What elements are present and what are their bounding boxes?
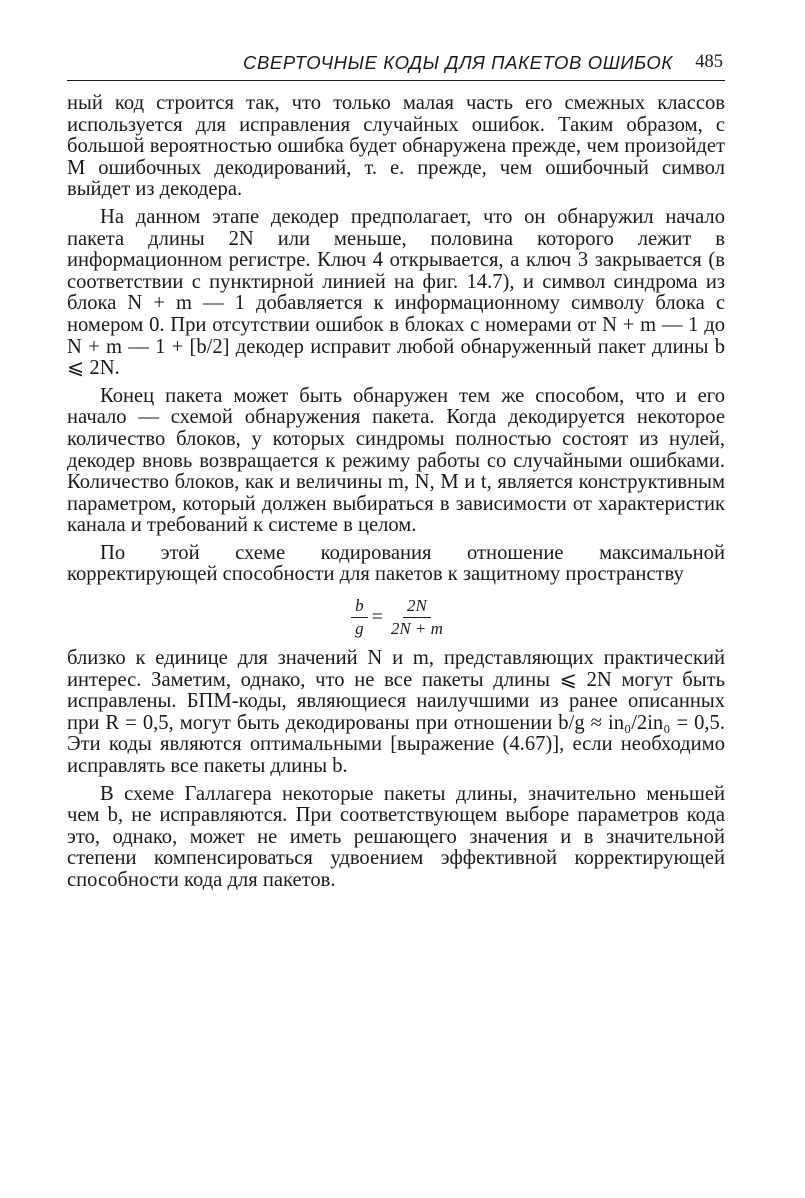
lhs-fraction xyxy=(351,595,368,640)
running-title: СВЕРТОЧНЫЕ КОДЫ ДЛЯ ПАКЕТОВ ОШИБОК xyxy=(243,52,673,73)
rhs-fraction xyxy=(387,595,447,640)
paragraph-burst-end: Конец пакета может быть обнаружен тем же способом, что и его начало — схемой обнаружения пакета. Когда декодируется некоторое количество блоков, у которых синдромы полностью состоят из нулей, декодер вновь возвращается к режиму работы со случайными ошибками. Количество блоков, как и величины m, N, M и t, является конструктивным параметром, который должен выбираться в зависимости от характеристик канала и требований к системе в целом. xyxy=(67,384,725,537)
paragraph-ratio-discussion: близко к единице для значений N и m, представляющих практический интерес. Заметим, однако, что не все пакеты длины ⩽ 2N могут быть исправлены. БПМ-коды, являющиеся наилучшими из ранее описанных при R = 0,5, могут быть декодированы при отношении b/g ≈ in₀/2in₀ = 0,5. Эти коды являются оптимальными [выражение (4.67)], если необходимо исправлять все пакеты длины b. xyxy=(67,647,725,778)
paragraph-gallager-scheme: В схеме Галлагера некоторые пакеты длины, значительно меньшей чем b, не исправляются. При соответствующем выборе параметров кода это, однако, может не иметь решающего значения и в значительной степени компенсироваться удвоением эффективной корректирующей способности кода для пакетов. xyxy=(67,782,725,891)
paragraph-ratio-intro: По этой схеме кодирования отношение максимальной корректирующей способности для пакетов к защитному пространству xyxy=(67,541,725,586)
equals-sign: = xyxy=(371,605,383,628)
page-number: 485 xyxy=(695,52,723,72)
lhs-numerator: b xyxy=(351,595,368,618)
rhs-numerator: 2N xyxy=(403,595,431,618)
rhs-denominator: 2N + m xyxy=(390,618,443,638)
page-body xyxy=(67,93,725,892)
lhs-denominator: g xyxy=(355,618,364,638)
paragraph-decoder-assumption: На данном этапе декодер предполагает, что он обнаружил начало пакета длины 2N или меньше, половина которого лежит в информационном регистре. Ключ 4 открывается, а ключ 3 закрывается (в соответствии с пунктирной линией на фиг. 14.7), и символ синдрома из блока N + m — 1 добавляется к информационному символу блока с номером 0. При отсутствии ошибок в блоках с номерами от N + m — 1 до N + m — 1 + [b/2] декодер исправит любой обнаруженный пакет длины b ⩽ 2N. xyxy=(67,205,725,380)
page-header xyxy=(67,50,725,81)
paragraph-continuation: ный код строится так, что только малая часть его смежных классов используется для исправления случайных ошибок. Таким образом, с большой вероятностью ошибка будет обнаружена прежде, чем произойдет M ошибочных декодирований, т. е. прежде, чем ошибочный символ выйдет из декодера. xyxy=(67,92,725,201)
book-page xyxy=(67,50,725,892)
ratio-formula xyxy=(73,590,725,644)
